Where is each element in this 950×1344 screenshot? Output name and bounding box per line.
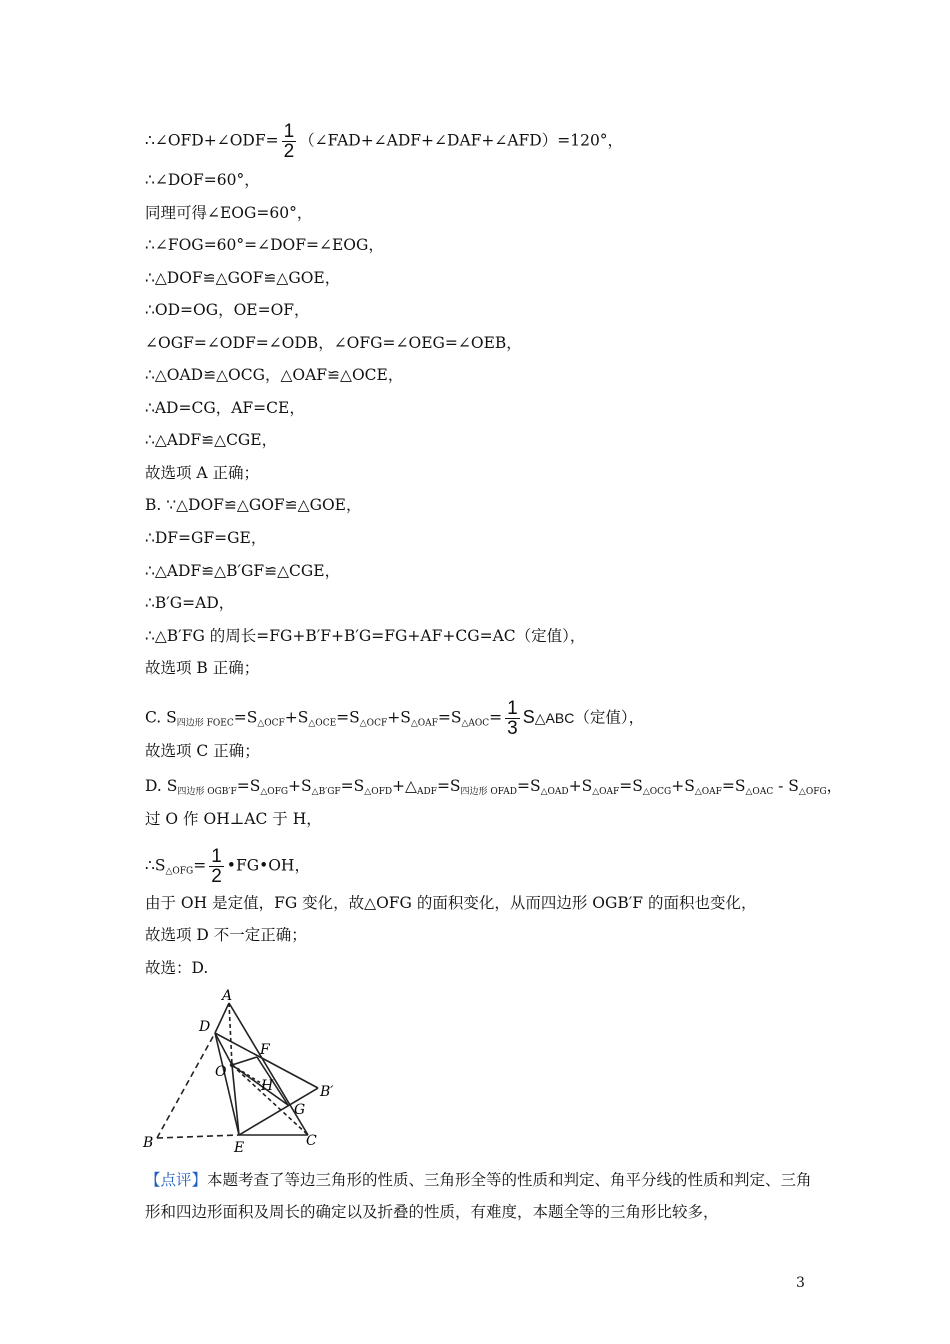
- solution-line-6: ∴OD=OG，OE=OF，: [145, 301, 310, 319]
- comment-text: 本题考查了等边三角形的性质、三角形全等的性质和判定、角平分线的性质和判定、三角形和四边形面积及周长的确定以及折叠的性质，有难度，本题全等的三角形比较多，: [145, 1171, 812, 1221]
- comment-paragraph: [145, 1164, 825, 1228]
- text: +S: [568, 777, 593, 795]
- subscript: △AOC: [461, 718, 490, 729]
- solution-line-21: 过 O 作 OH⊥AC 于 H，: [145, 810, 322, 828]
- fraction: [209, 847, 224, 886]
- subscript: △OAF: [592, 787, 620, 797]
- text: =: [489, 708, 503, 727]
- solution-line-2: ∴∠DOF=60°，: [145, 171, 260, 189]
- text: D. S: [145, 777, 178, 795]
- text: •FG•OH，: [226, 856, 310, 875]
- solution-line-16: ∴△B′FG 的周长=FG+B′F+B′G=FG+AF+CG=AC（定值），: [145, 627, 586, 645]
- solution-line-7: ∠OGF=∠ODF=∠ODB，∠OFG=∠OEG=∠OEB，: [145, 334, 522, 352]
- text: =S: [233, 708, 258, 727]
- solution-line-11: 故选项 A 正确；: [145, 464, 260, 482]
- fraction-numerator: 1: [211, 846, 222, 867]
- solution-line-4: ∴∠FOG=60°=∠DOF=∠EOG，: [145, 236, 384, 254]
- text: +△: [392, 777, 417, 795]
- label-F: F: [260, 1042, 270, 1058]
- subscript: △OCE: [308, 718, 337, 729]
- solution-line-5: ∴△DOF≌△GOF≌△GOE，: [145, 269, 341, 287]
- solution-line-25: 故选：D.: [145, 959, 209, 977]
- solution-line-12: B. ∵△DOF≌△GOF≌△GOE，: [145, 496, 362, 514]
- solution-line-22: [145, 847, 310, 886]
- point-O: [230, 1063, 234, 1067]
- segment-OG: [232, 1065, 288, 1105]
- segment-OE: [232, 1065, 239, 1135]
- segment-OF: [232, 1057, 257, 1065]
- text: =S: [619, 777, 643, 795]
- solution-line-15: ∴B′G=AD，: [145, 594, 235, 612]
- subscript: 四边形 FOEC: [176, 718, 234, 729]
- solution-line-10: ∴△ADF≌△CGE，: [145, 431, 278, 449]
- text: ，: [826, 777, 843, 795]
- fraction-numerator: 1: [283, 121, 295, 142]
- segment-AH: [229, 1003, 232, 1065]
- subscript: 四边形 OGB′F: [177, 787, 237, 797]
- subscript: △OAF: [410, 718, 438, 729]
- subscript: △OCF: [359, 718, 388, 729]
- fraction-denominator: 2: [283, 141, 295, 162]
- segment-EBp: [239, 1088, 318, 1135]
- area-s: S: [522, 706, 535, 727]
- area-subscript: △ABC: [534, 709, 575, 726]
- text: C. S: [145, 708, 177, 727]
- comment-tag: 【点评】: [145, 1171, 208, 1189]
- text: - S: [773, 777, 799, 795]
- label-H: H: [261, 1078, 274, 1094]
- text: ∴∠OFD+∠ODF=: [145, 131, 279, 150]
- fraction: [282, 122, 297, 161]
- solution-line-17: 故选项 B 正确；: [145, 659, 260, 677]
- label-G: G: [294, 1102, 306, 1118]
- text: +S: [387, 708, 411, 727]
- page-number: 3: [796, 1275, 805, 1291]
- text: （∠FAD+∠ADF+∠DAF+∠AFD）=120°，: [299, 131, 624, 150]
- fraction-denominator: 2: [211, 866, 222, 887]
- subscript: △OAC: [745, 787, 774, 797]
- area-abc: [523, 707, 575, 727]
- subscript: △OCF: [257, 718, 285, 729]
- text: =S: [436, 777, 461, 795]
- text: ∴S: [145, 856, 166, 875]
- subscript: △OFD: [364, 787, 393, 797]
- segment-BE: [157, 1135, 239, 1138]
- label-B: B: [143, 1135, 154, 1151]
- text: +S: [284, 708, 309, 727]
- subscript: △OAD: [540, 787, 569, 797]
- subscript: △OFG: [798, 787, 827, 797]
- text: +S: [671, 777, 695, 795]
- subscript: △OFG: [260, 787, 289, 797]
- label-E: E: [234, 1140, 245, 1155]
- solution-line-1: [145, 122, 623, 161]
- label-D: D: [199, 1019, 211, 1035]
- label-O: O: [215, 1064, 227, 1080]
- fraction-numerator: 1: [507, 698, 518, 719]
- text: =S: [336, 708, 360, 727]
- solution-line-23: 由于 OH 是定值，FG 变化，故△OFG 的面积变化，从而四边形 OGB′F 的面积也变化，: [145, 894, 757, 912]
- solution-line-8: ∴△OAD≌△OCG，△OAF≌△OCE，: [145, 366, 404, 384]
- solution-line-19: 故选项 C 正确；: [145, 742, 260, 760]
- text: =S: [437, 708, 462, 727]
- subscript: △OAF: [694, 787, 722, 797]
- text: =S: [721, 777, 746, 795]
- subscript: ADF: [416, 787, 437, 797]
- label-C: C: [306, 1133, 317, 1149]
- segment-DE: [215, 1033, 239, 1135]
- fraction-denominator: 3: [507, 718, 518, 739]
- subscript: △OFG: [165, 866, 194, 877]
- solution-line-9: ∴AD=CG，AF=CE，: [145, 399, 305, 417]
- solution-line-18: [145, 699, 644, 738]
- subscript: △B′GF: [311, 787, 341, 797]
- geometry-figure: [138, 985, 353, 1155]
- label-Bp: B′: [320, 1084, 334, 1100]
- solution-line-13: ∴DF=GF=GE，: [145, 529, 267, 547]
- text: =S: [340, 777, 365, 795]
- text: （定值），: [574, 708, 645, 727]
- text: =S: [236, 777, 261, 795]
- solution-line-14: ∴△ADF≌△B′GF≌△CGE，: [145, 562, 341, 580]
- fraction: [505, 699, 520, 738]
- text: =S: [516, 777, 541, 795]
- text: =: [193, 856, 207, 875]
- solution-line-24: 故选项 D 不一定正确；: [145, 926, 307, 944]
- segment-AD: [215, 1003, 229, 1033]
- subscript: △OCG: [642, 787, 672, 797]
- subscript: 四边形 OFAD: [460, 787, 517, 797]
- solution-line-3: 同理可得∠EOG=60°，: [145, 204, 313, 222]
- segment-BD: [157, 1033, 215, 1138]
- label-A: A: [222, 988, 233, 1004]
- solution-line-20: [145, 776, 842, 802]
- text: +S: [288, 777, 312, 795]
